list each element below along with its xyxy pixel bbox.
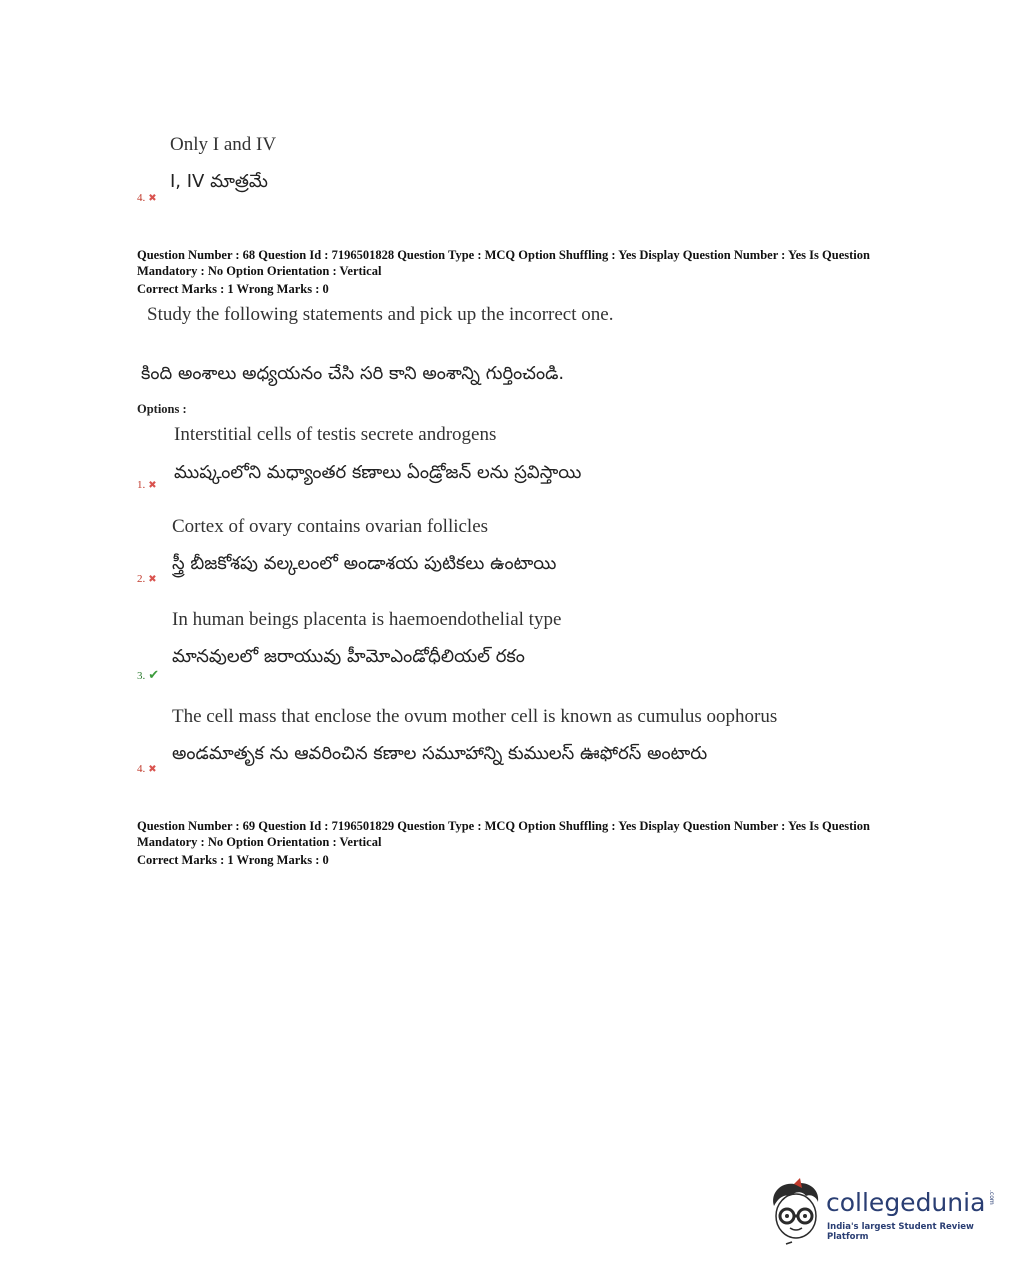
prev-option-4-text-en: Only I and IV [170,134,277,155]
wrong-mark-icon: ✖ [148,574,157,585]
wrong-mark-icon: ✖ [148,480,157,491]
q68-meta-line2: Mandatory : No Option Orientation : Vertical [137,264,382,278]
q68-option-2-text-te: స్త్రీ బీజకోశపు వల్కలంలో అండాశయ పుటికలు ఉంటాయి [172,553,557,574]
logo-tagline: India's largest Student Review Platform [827,1222,974,1242]
q68-option-2-number: 2. ✖ [137,573,157,585]
prev-option-4-number: 4. ✖ [137,192,157,204]
q68-meta-line3: Correct Marks : 1 Wrong Marks : 0 [137,282,329,296]
q69-meta [137,818,870,868]
q68-question-en: Study the following statements and pick up the incorrect one. [147,304,614,325]
correct-check-icon: ✔ [148,667,160,682]
q68-option-1-number: 1. ✖ [137,479,157,491]
q68-meta-line1: Question Number : 68 Question Id : 7196501828 Question Type : MCQ Option Shuffling : Yes Display Question Number : Yes Is Question [137,248,870,262]
collegedunia-logo [766,1178,996,1248]
mascot-icon [766,1178,828,1248]
q69-meta-line3: Correct Marks : 1 Wrong Marks : 0 [137,853,329,867]
q68-option-4-text-en: The cell mass that enclose the ovum mother cell is known as cumulus oophorus [172,706,778,727]
q69-meta-line2: Mandatory : No Option Orientation : Vertical [137,835,382,849]
q68-option-3-text-te: మానవులలో జరాయువు హీమోఎండోధీలియల్ రకం [172,646,525,667]
q68-option-3-number: 3. ✔ [137,667,160,682]
q68-option-1-text-en: Interstitial cells of testis secrete androgens [174,424,497,445]
logo-suffix: .com [988,1190,995,1205]
q68-meta [137,247,870,297]
prev-option-4-text-te: I, IV మాత్రమే [170,171,268,192]
q68-option-3-text-en: In human beings placenta is haemoendothelial type [172,609,562,630]
q68-option-1-text-te: ముష్కంలోని మధ్యాంతర కణాలు ఏండ్రోజన్ లను స్రవిస్తాయి [174,462,582,483]
q68-options-label: Options : [137,402,187,416]
q69-meta-line1: Question Number : 69 Question Id : 7196501829 Question Type : MCQ Option Shuffling : Yes Display Question Number : Yes Is Question [137,819,870,833]
logo-wordmark: collegedunia [826,1188,986,1217]
q68-option-4-text-te: అండమాతృక ను ఆవరించిన కణాల సమూహాన్ని కుములస్ ఊఫోరస్ అంటారు [172,743,708,764]
q68-question-te: కింది అంశాలు అధ్యయనం చేసి సరి కాని అంశాన్ని గుర్తించండి. [141,363,565,384]
wrong-mark-icon: ✖ [148,764,157,775]
wrong-mark-icon: ✖ [148,193,157,204]
q68-option-2-text-en: Cortex of ovary contains ovarian follicles [172,516,489,537]
q68-option-4-number: 4. ✖ [137,763,157,775]
